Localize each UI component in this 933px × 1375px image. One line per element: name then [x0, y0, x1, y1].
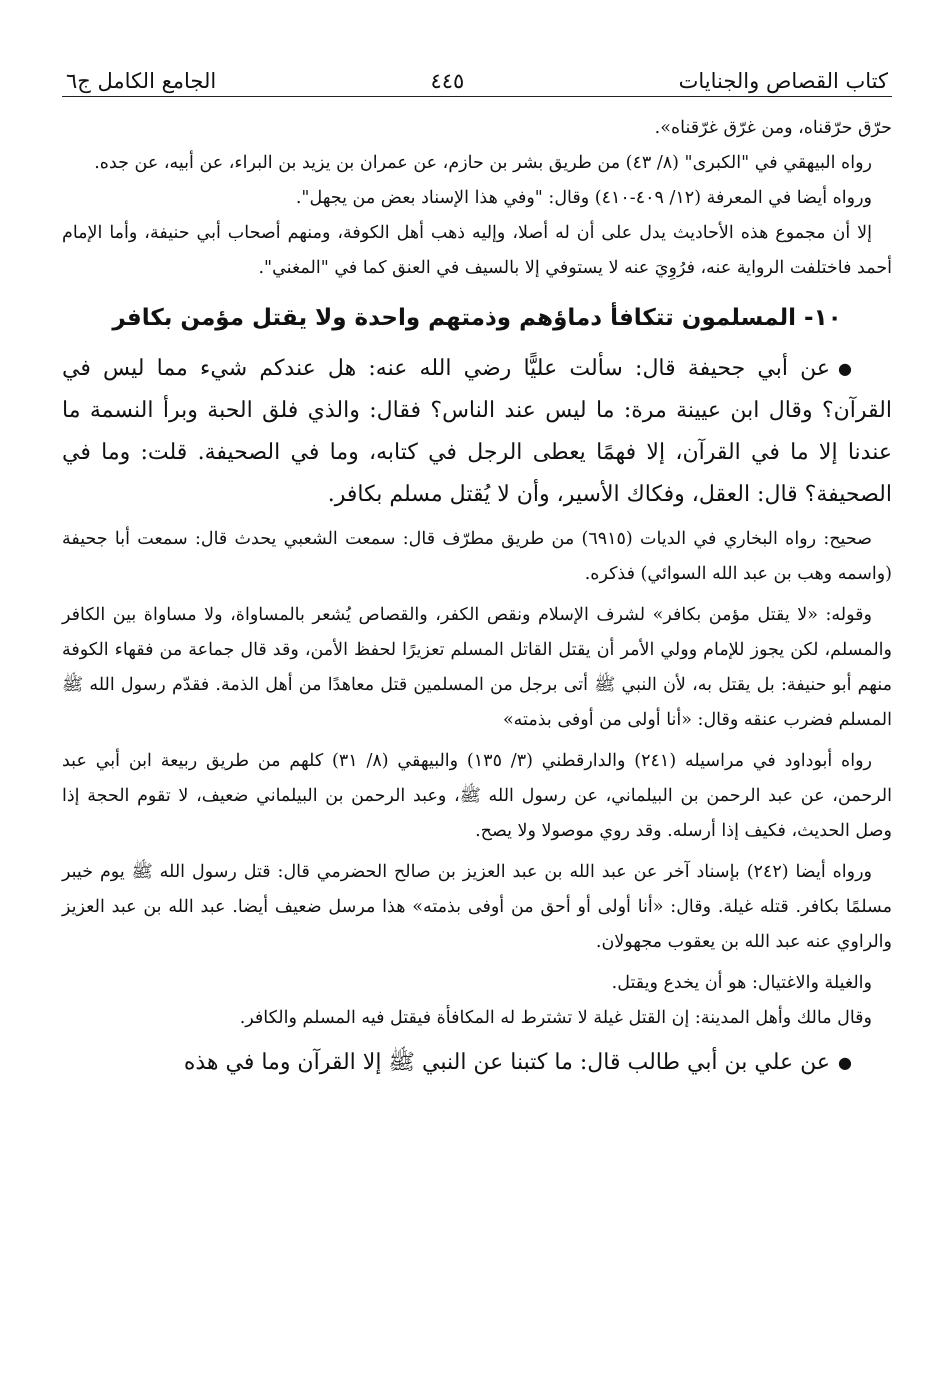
- note-malik-opinion: وقال مالك وأهل المدينة: إن القتل غيلة لا تشترط له المكافأة فيقتل فيه المسلم والكافر.: [239, 1008, 872, 1028]
- paragraph-conclusion: إلا أن مجموع هذه الأحاديث يدل على أن له أصلا، وإليه ذهب أهل الكوفة، ومنهم أصحاب أبي حنيفة، وأما الإمام أحمد فاختلفت الرواية عنه، فرُوِيَ عنه لا يستوفي إلا بالسيف في العنق كما في "المغني".: [62, 223, 892, 278]
- bullet-icon: ●: [838, 1053, 852, 1072]
- paragraph-bayhaqi-kubra: رواه البيهقي في "الكبرى" (٨/ ٤٣) من طريق بشر بن حازم، عن عمران بن يزيد بن البراء، عن أبيه، عن جده.: [94, 153, 872, 173]
- bullet-icon: ●: [838, 359, 852, 378]
- page-header: [62, 52, 892, 92]
- hadith-text: عن علي بن أبي طالب قال: ما كتبنا عن النبي ﷺ إلا القرآن وما في هذه: [183, 1050, 831, 1075]
- book-volume-title: الجامع الكامل ج٦: [66, 69, 217, 93]
- note-commentary: وقوله: «لا يقتل مؤمن بكافر» لشرف الإسلام ونقص الكفر، والقصاص يُشعر بالمساواة، ولا مساواة بين الكافر والمسلم، لكن يجوز للإمام وولي الأمر أن يقتل القاتل المسلم تعزيرًا لحفظ الأمن، وقد قال جماعة من فقهاء الكوفة منهم أبو حنيفة: بل يقتل به، لأن النبي ﷺ أتى برجل من المسلمين قتل معاهدًا من أهل الذمة. فقدّم رسول الله ﷺ المسلم فضرب عنقه وقال: «أنا أولى من أوفى بذمته»: [62, 605, 892, 730]
- note-bukhari: صحيح: رواه البخاري في الديات (٦٩١٥) من طريق مطرّف قال: سمعت الشعبي يحدث قال: سمعت أبا جحيفة (واسمه وهب بن عبد الله السوائي) فذكره.: [62, 529, 892, 584]
- header-divider: [62, 96, 892, 97]
- section-heading: ١٠- المسلمون تتكافأ دماؤهم وذمتهم واحدة ولا يقتل مؤمن بكافر: [112, 305, 842, 331]
- paragraph-continuation: حرّق حرّقناه، ومن غرّق غرّقناه».: [654, 118, 892, 138]
- note-ghila-definition: والغيلة والاغتيال: هو أن يخدع ويقتل.: [611, 973, 872, 993]
- paragraph-bayhaqi-marifa: ورواه أيضا في المعرفة (١٢/ ٤٠٩-٤١٠) وقال: "وفي هذا الإسناد بعض من يجهل".: [295, 188, 872, 208]
- book-chapter-title: كتاب القصاص والجنايات: [678, 69, 888, 93]
- hadith-ali: [62, 1042, 892, 1084]
- note-second-chain: ورواه أيضا (٢٤٢) بإسناد آخر عن عبد الله بن عبد العزيز بن صالح الحضرمي قال: قتل رسول الله ﷺ يوم خيبر مسلمًا بكافر. قتله غيلة. وقال: «أنا أولى أو أحق من أوفى بذمته» هذا مرسل ضعيف أيضا. عبد الله بن عبد العزيز والراوي عنه عبد الله بن يعقوب مجهولان.: [62, 862, 892, 952]
- page-number: ٤٤٥: [430, 69, 465, 93]
- document-page: [62, 52, 892, 1084]
- note-abu-dawud: رواه أبوداود في مراسيله (٢٤١) والدارقطني (٣/ ١٣٥) والبيهقي (٨/ ٣١) كلهم من طريق ربيعة ابن أبي عبد الرحمن، عن عبد الرحمن بن البيلماني، عن رسول الله ﷺ، وعبد الرحمن بن البيلماني ضعيف، لا تقوم الحجة إذا وصل الحديث، فكيف إذا أرسله. وقد روي موصولا ولا يصح.: [62, 751, 892, 841]
- hadith-abu-juhayfa: [62, 348, 892, 516]
- hadith-text: عن أبي جحيفة قال: سألت عليًّا رضي الله عنه: هل عندكم شيء مما ليس في القرآن؟ وقال ابن عيينة مرة: ما ليس عند الناس؟ فقال: والذي فلق الحبة وبرأ النسمة ما عندنا إلا ما في القرآن، إلا فهمًا يعطى الرجل في كتابه، وما في الصحيفة. قلت: وما في الصحيفة؟ قال: العقل، وفكاك الأسير، وأن لا يُقتل مسلم بكافر.: [62, 356, 892, 507]
